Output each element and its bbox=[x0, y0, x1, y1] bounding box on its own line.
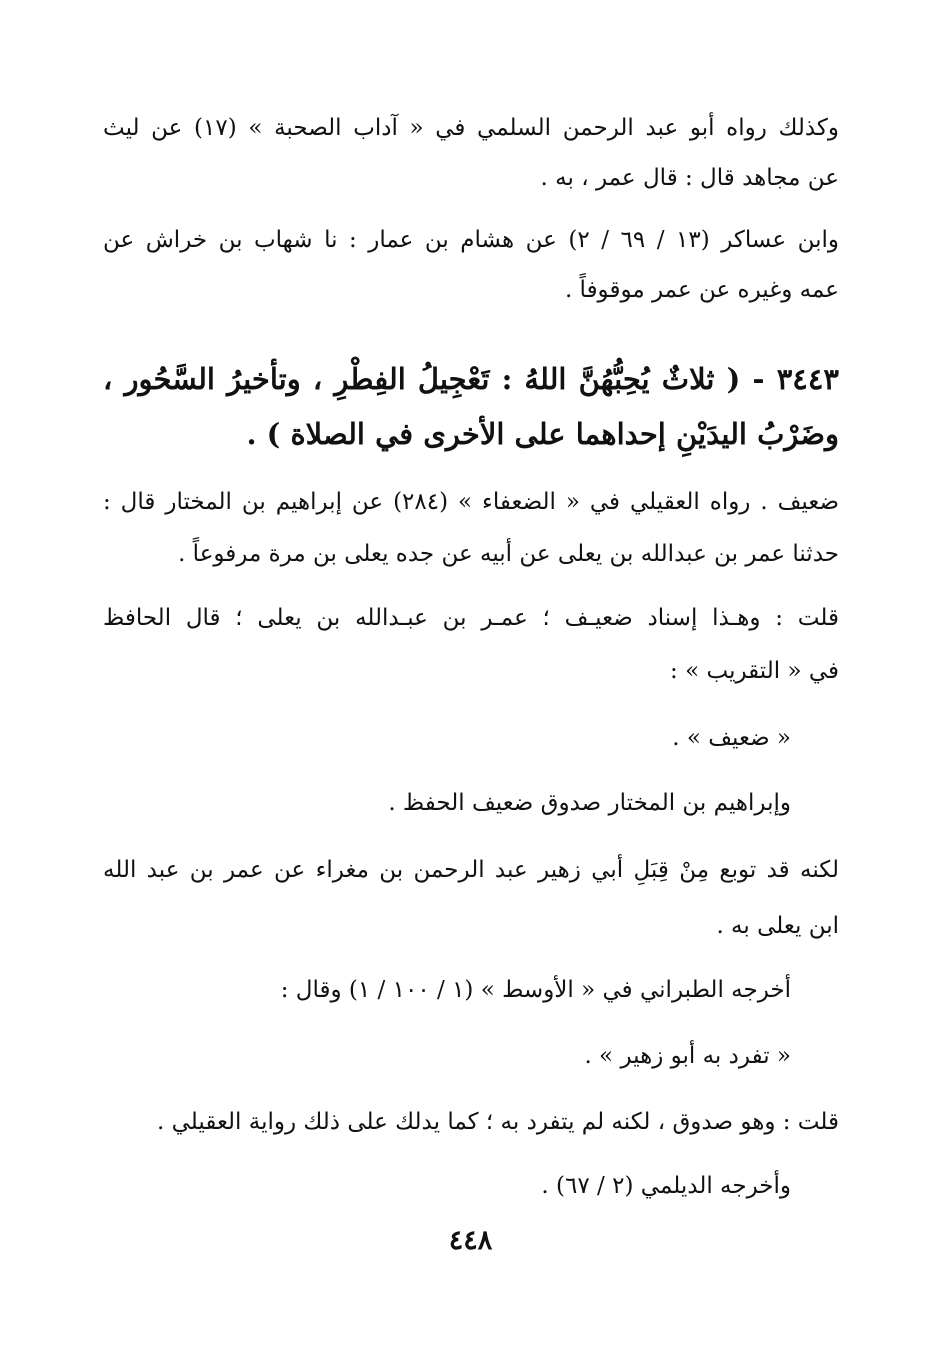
page-number: ٤٤٨ bbox=[448, 1225, 493, 1256]
paragraph-line: عمه وغيره عن عمر موقوفاً . bbox=[564, 277, 839, 303]
quote-line: « ضعيف » . bbox=[672, 725, 791, 751]
paragraph-line: قلت : وهـذا إسناد ضعيـف ؛ عمـر بن عبـدالله بن يعلى ؛ قال الحافظ bbox=[103, 605, 839, 631]
paragraph-line: عن مجاهد قال : قال عمر ، به . bbox=[540, 165, 839, 191]
paragraph-line: وابن عساكر (١٣ / ٦٩ / ٢) عن هشام بن عمار : نا شهاب بن خراش عن bbox=[103, 227, 839, 253]
paragraph-line: حدثنا عمر بن عبدالله بن يعلى عن أبيه عن جده يعلى بن مرة مرفوعاً . bbox=[178, 541, 839, 567]
paragraph-line: وأخرجه الديلمي (٢ / ٦٧) . bbox=[541, 1173, 791, 1199]
paragraph-line: لكنه قد توبع مِنْ قِبَلِ أبي زهير عبد الرحمن بن مغراء عن عمر بن عبد الله bbox=[103, 857, 839, 883]
paragraph-line: في « التقريب » : bbox=[670, 658, 839, 684]
quote-line: « تفرد به أبو زهير » . bbox=[584, 1043, 791, 1069]
paragraph-line: قلت : وهو صدوق ، لكنه لم يتفرد به ؛ كما يدلك على ذلك رواية العقيلي . bbox=[156, 1109, 839, 1135]
paragraph-line: وكذلك رواه أبو عبد الرحمن السلمي في « آداب الصحبة » (١٧) عن ليث bbox=[103, 115, 839, 141]
paragraph-line: وإبراهيم بن المختار صدوق ضعيف الحفظ . bbox=[388, 790, 791, 816]
hadith-heading-line: وضَرْبُ اليدَيْنِ إحداهما على الأخرى في الصلاة ) . bbox=[246, 417, 839, 451]
paragraph-line: ضعيف . رواه العقيلي في « الضعفاء » (٢٨٤) عن إبراهيم بن المختار قال : bbox=[103, 489, 839, 515]
paragraph-line: ابن يعلى به . bbox=[716, 913, 839, 939]
hadith-heading-line: ٣٤٤٣ - ( ثلاثٌ يُحِبُّهُنَّ اللهُ : تَعْجِيلُ الفِطْرِ ، وتأخيرُ السَّحُور ، bbox=[103, 362, 839, 396]
paragraph-line: أخرجه الطبراني في « الأوسط » (١ / ١٠٠ / ١) وقال : bbox=[280, 977, 791, 1003]
